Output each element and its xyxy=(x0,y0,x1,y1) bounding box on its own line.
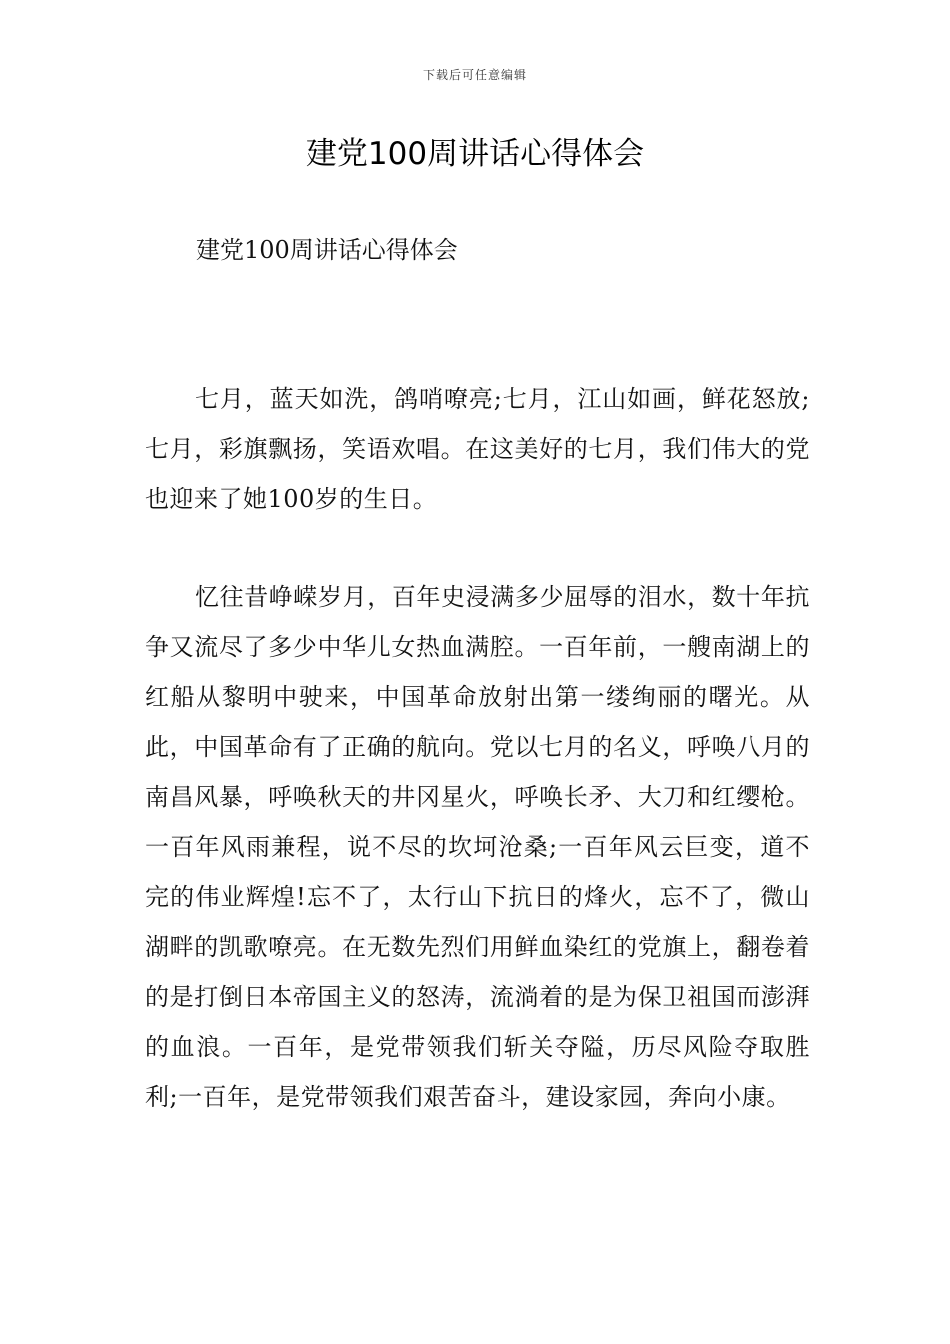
document-subtitle: 建党100周讲话心得体会 xyxy=(196,236,458,264)
paragraph-1: 七月，蓝天如洗，鸽哨嘹亮;七月，江山如画，鲜花怒放;七月，彩旗飘扬，笑语欢唱。在这美好的七月，我们伟大的党也迎来了她100岁的生日。 xyxy=(145,385,810,513)
header-note: 下载后可任意编辑 xyxy=(422,68,527,82)
paragraph-2: 忆往昔峥嵘岁月，百年史浸满多少屈辱的泪水，数十年抗争又流尽了多少中华儿女热血满腔。一百年前，一艘南湖上的红船从黎明中驶来，中国革命放射出第一缕绚丽的曙光。从此，中国革命有了正确的航向。党以七月的名义，呼唤八月的南昌风暴，呼唤秋天的井冈星火，呼唤长矛、大刀和红缨枪。一百年风雨兼程，说不尽的坎坷沧桑;一百年风云巨变，道不完的伟业辉煌!忘不了，太行山下抗日的烽火，忘不了，微山湖畔的凯歌嘹亮。在无数先烈们用鲜血染红的党旗上，翻卷着的是打倒日本帝国主义的怒涛，流淌着的是为保卫祖国而澎湃的血浪。一百年，是党带领我们斩关夺隘，历尽风险夺取胜利;一百年，是党带领我们艰苦奋斗，建设家园，奔向小康。 xyxy=(145,583,810,1111)
document-title: 建党100周讲话心得体会 xyxy=(305,136,645,172)
